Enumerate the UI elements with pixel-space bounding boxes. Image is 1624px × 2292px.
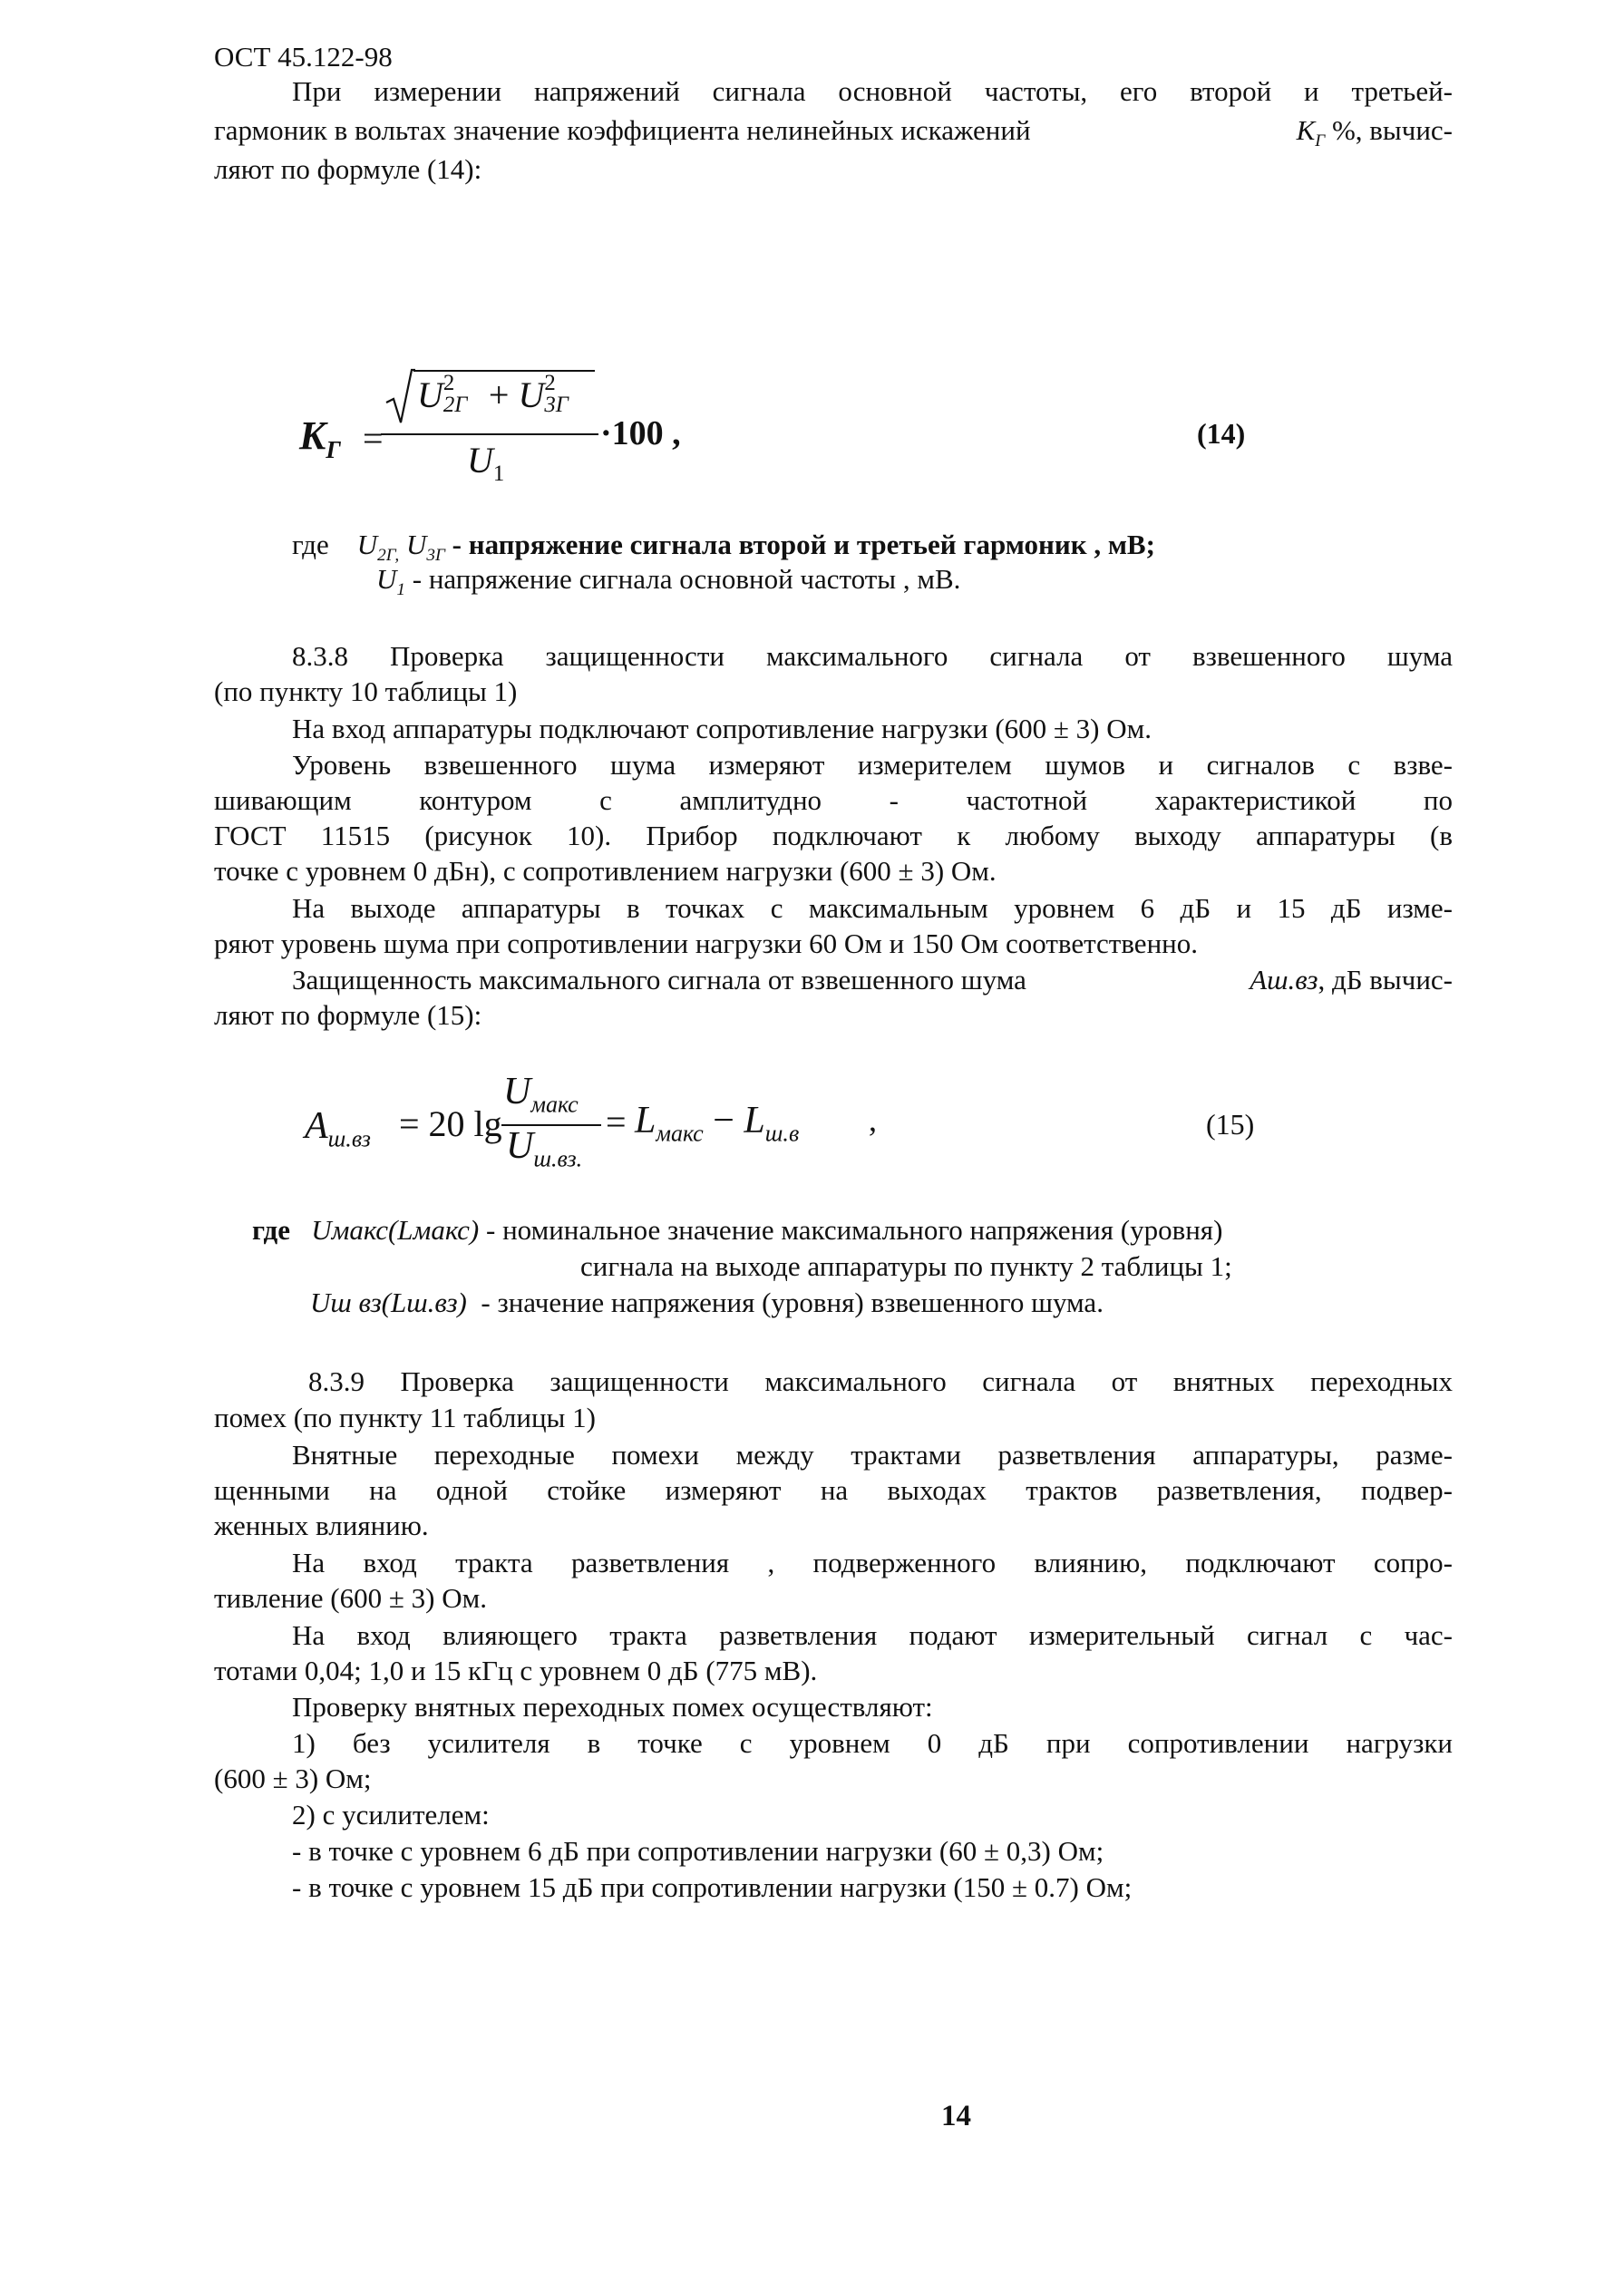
s839-line-6: На вход тракта разветвления , подверженного влиянию, подключают сопро-: [292, 1547, 1453, 1578]
s839-heading-line-2: помех (по пункту 11 таблицы 1): [214, 1402, 596, 1433]
radical-sign-icon: [384, 368, 415, 426]
formula-15-a-sub: ш.вз: [327, 1125, 371, 1152]
s838-line-10-text: Защищенность максимального сигнала от взвешенного шума: [292, 964, 1026, 995]
radicand-u3: U: [518, 374, 545, 415]
formula-14-radicand: [417, 371, 580, 417]
radicand-u3-scripts: [544, 371, 580, 417]
s838-line-7: точке с уровнем 0 дБн), с сопротивлением нагрузки (600 ± 3) Ом.: [214, 855, 997, 887]
where-14-u3-sub: 3Г: [426, 546, 445, 566]
formula-15-den-sub: ш.вз.: [533, 1145, 583, 1172]
formula-15-lhs: [305, 1104, 371, 1152]
where-14-u3: U: [405, 529, 427, 560]
where-15-desc-2: - значение напряжения (уровня) взвешенного шума.: [481, 1287, 1104, 1318]
formula-14-k-sub: Г: [326, 435, 341, 463]
where-15-line-2: сигнала на выходе аппаратуры по пункту 2 таблицы 1;: [580, 1250, 1232, 1282]
s839-line-11: 1) без усилителя в точке с уровнем 0 дБ при сопротивлении нагрузки: [292, 1727, 1453, 1759]
formula-15-a: A: [305, 1105, 328, 1147]
s838-line-3: На вход аппаратуры подключают сопротивление нагрузки (600 ± 3) Ом.: [292, 713, 1152, 744]
s838-line-9: ряют уровень шума при сопротивлении нагрузки 60 Ом и 150 Ом соответственно.: [214, 927, 1198, 959]
formula-15-minus: −: [713, 1100, 734, 1141]
s839-line-7: тивление (600 ± 3) Ом.: [214, 1582, 487, 1614]
where-15-symbol-2: Uш вз(Lш.вз): [310, 1287, 467, 1318]
intro-line-1: При измерении напряжений сигнала основной частоты, его второй и третьей-: [292, 75, 1453, 107]
s838-line-6: ГОСТ 11515 (рисунок 10). Прибор подключают к любому выходу аппаратуры (в: [214, 820, 1453, 851]
intro-line-2-tail: %, вычис-: [1331, 114, 1453, 146]
kg-letter: K: [1296, 114, 1316, 146]
where-14-u2-sub: 2Г,: [377, 546, 400, 566]
where-14-desc-1: - напряжение сигнала второй и третьей гармоник , мВ;: [452, 529, 1155, 560]
s839-line-4: щенными на одной стойке измеряют на выходах трактов разветвления, подвер-: [214, 1474, 1453, 1506]
kg-subscript: Г: [1315, 131, 1326, 151]
formula-15-l2: L: [744, 1100, 765, 1141]
formula-14-number: (14): [1197, 417, 1246, 450]
s839-heading-line-1: 8.3.9 Проверка защищенности максимального сигнала от внятных переходных: [308, 1365, 1453, 1397]
s838-line-8: На выходе аппаратуры в точках с максимальным уровнем 6 дБ и 15 дБ изме-: [292, 892, 1453, 924]
formula-15-lg: = 20 lg: [399, 1103, 502, 1144]
formula-15-den-u: U: [506, 1125, 534, 1167]
formula-14-fraction-bar: [381, 433, 598, 435]
document-code: ОСТ 45.122-98: [214, 41, 393, 73]
formula-14-equals: =: [363, 418, 384, 459]
s838-line-4: Уровень взвешенного шума измеряют измерителем шумов и сигналов с взве-: [292, 749, 1453, 781]
where-14-u2: U: [356, 529, 378, 560]
radicand-plus: +: [488, 374, 510, 415]
s838-line-10-suffix: , дБ вычис-: [1318, 964, 1453, 995]
formula-15-num-sub: макс: [530, 1091, 579, 1118]
formula-15-l1: L: [635, 1100, 656, 1141]
denominator-sub: 1: [492, 461, 505, 486]
intro-line-3: ляют по формуле (14):: [214, 153, 482, 185]
formula-14-multiplier: ·100 ,: [600, 414, 681, 452]
formula-15-number: (15): [1206, 1108, 1255, 1141]
where-15-desc-1: - номинальное значение максимального напряжения (уровня): [486, 1214, 1223, 1246]
denominator-u: U: [467, 440, 493, 481]
formula-15-comma: ,: [869, 1102, 877, 1138]
s839-line-5: женных влиянию.: [214, 1510, 429, 1541]
s839-line-12: (600 ± 3) Ом;: [214, 1763, 372, 1794]
radical-overline: [413, 370, 595, 372]
s838-aw-symbol: Аш.вз: [1250, 964, 1318, 995]
intro-line-2-text: гармоник в вольтах значение коэффициента нелинейных искажений: [214, 114, 1031, 146]
s839-line-3: Внятные переходные помехи между трактами разветвления аппаратуры, разме-: [292, 1439, 1453, 1471]
radicand-u2-sup: 2: [442, 371, 455, 395]
formula-15-num-u: U: [503, 1071, 531, 1112]
formula-15-equals-2: =: [606, 1102, 627, 1142]
s838-line-11: ляют по формуле (15):: [214, 999, 482, 1031]
where-14-desc-2: - напряжение сигнала основной частоты , мВ.: [412, 563, 961, 595]
s839-line-8: На вход влияющего тракта разветвления подают измерительный сигнал с час-: [292, 1619, 1453, 1651]
formula-15-l2-sub: ш.в: [764, 1120, 800, 1147]
page-number: 14: [941, 2100, 971, 2132]
radicand-u2: U: [417, 374, 443, 415]
kg-symbol: [1297, 113, 1453, 159]
radicand-u3-sub: 3Г: [544, 393, 569, 417]
s839-line-13: 2) с усилителем:: [292, 1799, 490, 1831]
formula-15-denominator: [506, 1124, 582, 1172]
s839-line-14: - в точке с уровнем 6 дБ при сопротивлении нагрузки (60 ± 0,3) Ом;: [292, 1835, 1104, 1867]
formula-15-rhs: [635, 1099, 799, 1147]
s838-line-5: шивающим контуром с амплитудно - частотной характеристикой по: [214, 784, 1453, 816]
radicand-u2-sub: 2Г: [442, 393, 468, 417]
where-15-line-1: [252, 1213, 1222, 1248]
radicand-u3-sup: 2: [544, 371, 556, 395]
where-15-gde: где: [252, 1214, 290, 1246]
s838-line-10-tail: [1250, 963, 1453, 997]
s838-heading-line-2: (по пункту 10 таблицы 1): [214, 675, 518, 707]
where-14-gde: где: [292, 529, 329, 560]
formula-14-denominator: [467, 439, 504, 487]
where-14-line-2: [376, 562, 960, 607]
s839-line-10: Проверку внятных переходных помех осуществляют:: [292, 1691, 933, 1723]
s838-heading-line-1: 8.3.8 Проверка защищенности максимального сигнала от взвешенного шума: [292, 640, 1453, 672]
formula-14-k: K: [299, 413, 326, 458]
formula-15-l1-sub: макс: [656, 1120, 704, 1147]
radicand-u2-scripts: [442, 371, 480, 417]
where-14-u1: U: [376, 563, 397, 595]
s838-line-10: [292, 963, 1453, 997]
where-15-symbol-1: Uмакс(Lмакс): [311, 1214, 480, 1246]
formula-15-numerator: [503, 1070, 579, 1118]
where-14-u1-sub: 1: [396, 580, 405, 600]
where-15-line-3: [310, 1286, 1104, 1320]
s839-line-15: - в точке с уровнем 15 дБ при сопротивлении нагрузки (150 ± 0.7) Ом;: [292, 1871, 1133, 1903]
s839-line-9: тотами 0,04; 1,0 и 15 кГц с уровнем 0 дБ (775 мВ).: [214, 1655, 818, 1686]
formula-14-lhs: [299, 413, 341, 464]
